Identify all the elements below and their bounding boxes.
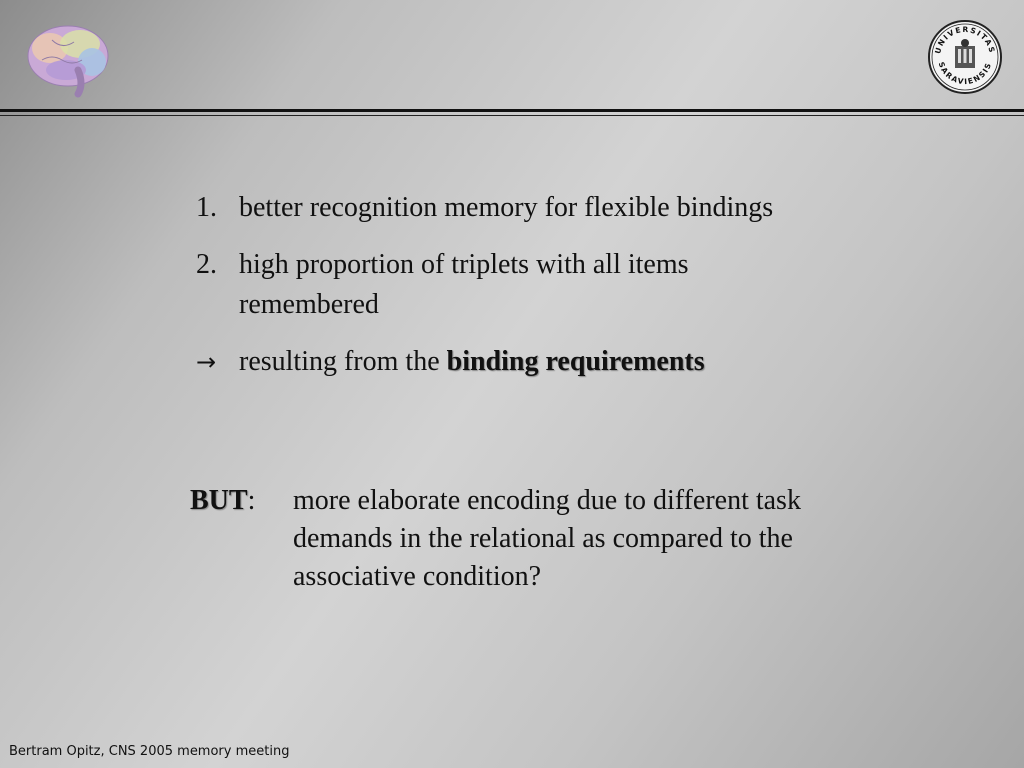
list-item-text: high proportion of triplets with all items remembered (239, 249, 689, 320)
list-marker: 1. (196, 192, 217, 223)
list-item-2 (196, 245, 816, 325)
list-item-conclusion (196, 342, 816, 382)
but-word: BUT (190, 485, 248, 516)
list-marker: 2. (196, 249, 217, 280)
but-statement (190, 482, 890, 596)
but-label (190, 482, 255, 520)
brain-icon (22, 20, 112, 98)
list-item-1 (196, 188, 816, 228)
but-colon: : (247, 485, 256, 516)
findings-list (196, 188, 816, 399)
but-text: more elaborate encoding due to different task demands in the relational as compared to the associative condition? (293, 485, 801, 592)
right-arrow-icon: → (196, 348, 217, 376)
list-item-text: resulting from the (239, 346, 447, 377)
header-divider-thin (0, 115, 1024, 116)
header-divider (0, 109, 1024, 112)
emphasis-text: binding requirements (446, 346, 705, 377)
svg-text:UNIVERSITAS: UNIVERSITAS (933, 24, 997, 55)
university-seal-icon (926, 18, 1004, 96)
svg-text:SARAVIENSIS: SARAVIENSIS (936, 60, 994, 87)
footer-text: Bertram Opitz, CNS 2005 memory meeting (9, 744, 290, 759)
list-item-text: better recognition memory for flexible bindings (239, 192, 774, 223)
